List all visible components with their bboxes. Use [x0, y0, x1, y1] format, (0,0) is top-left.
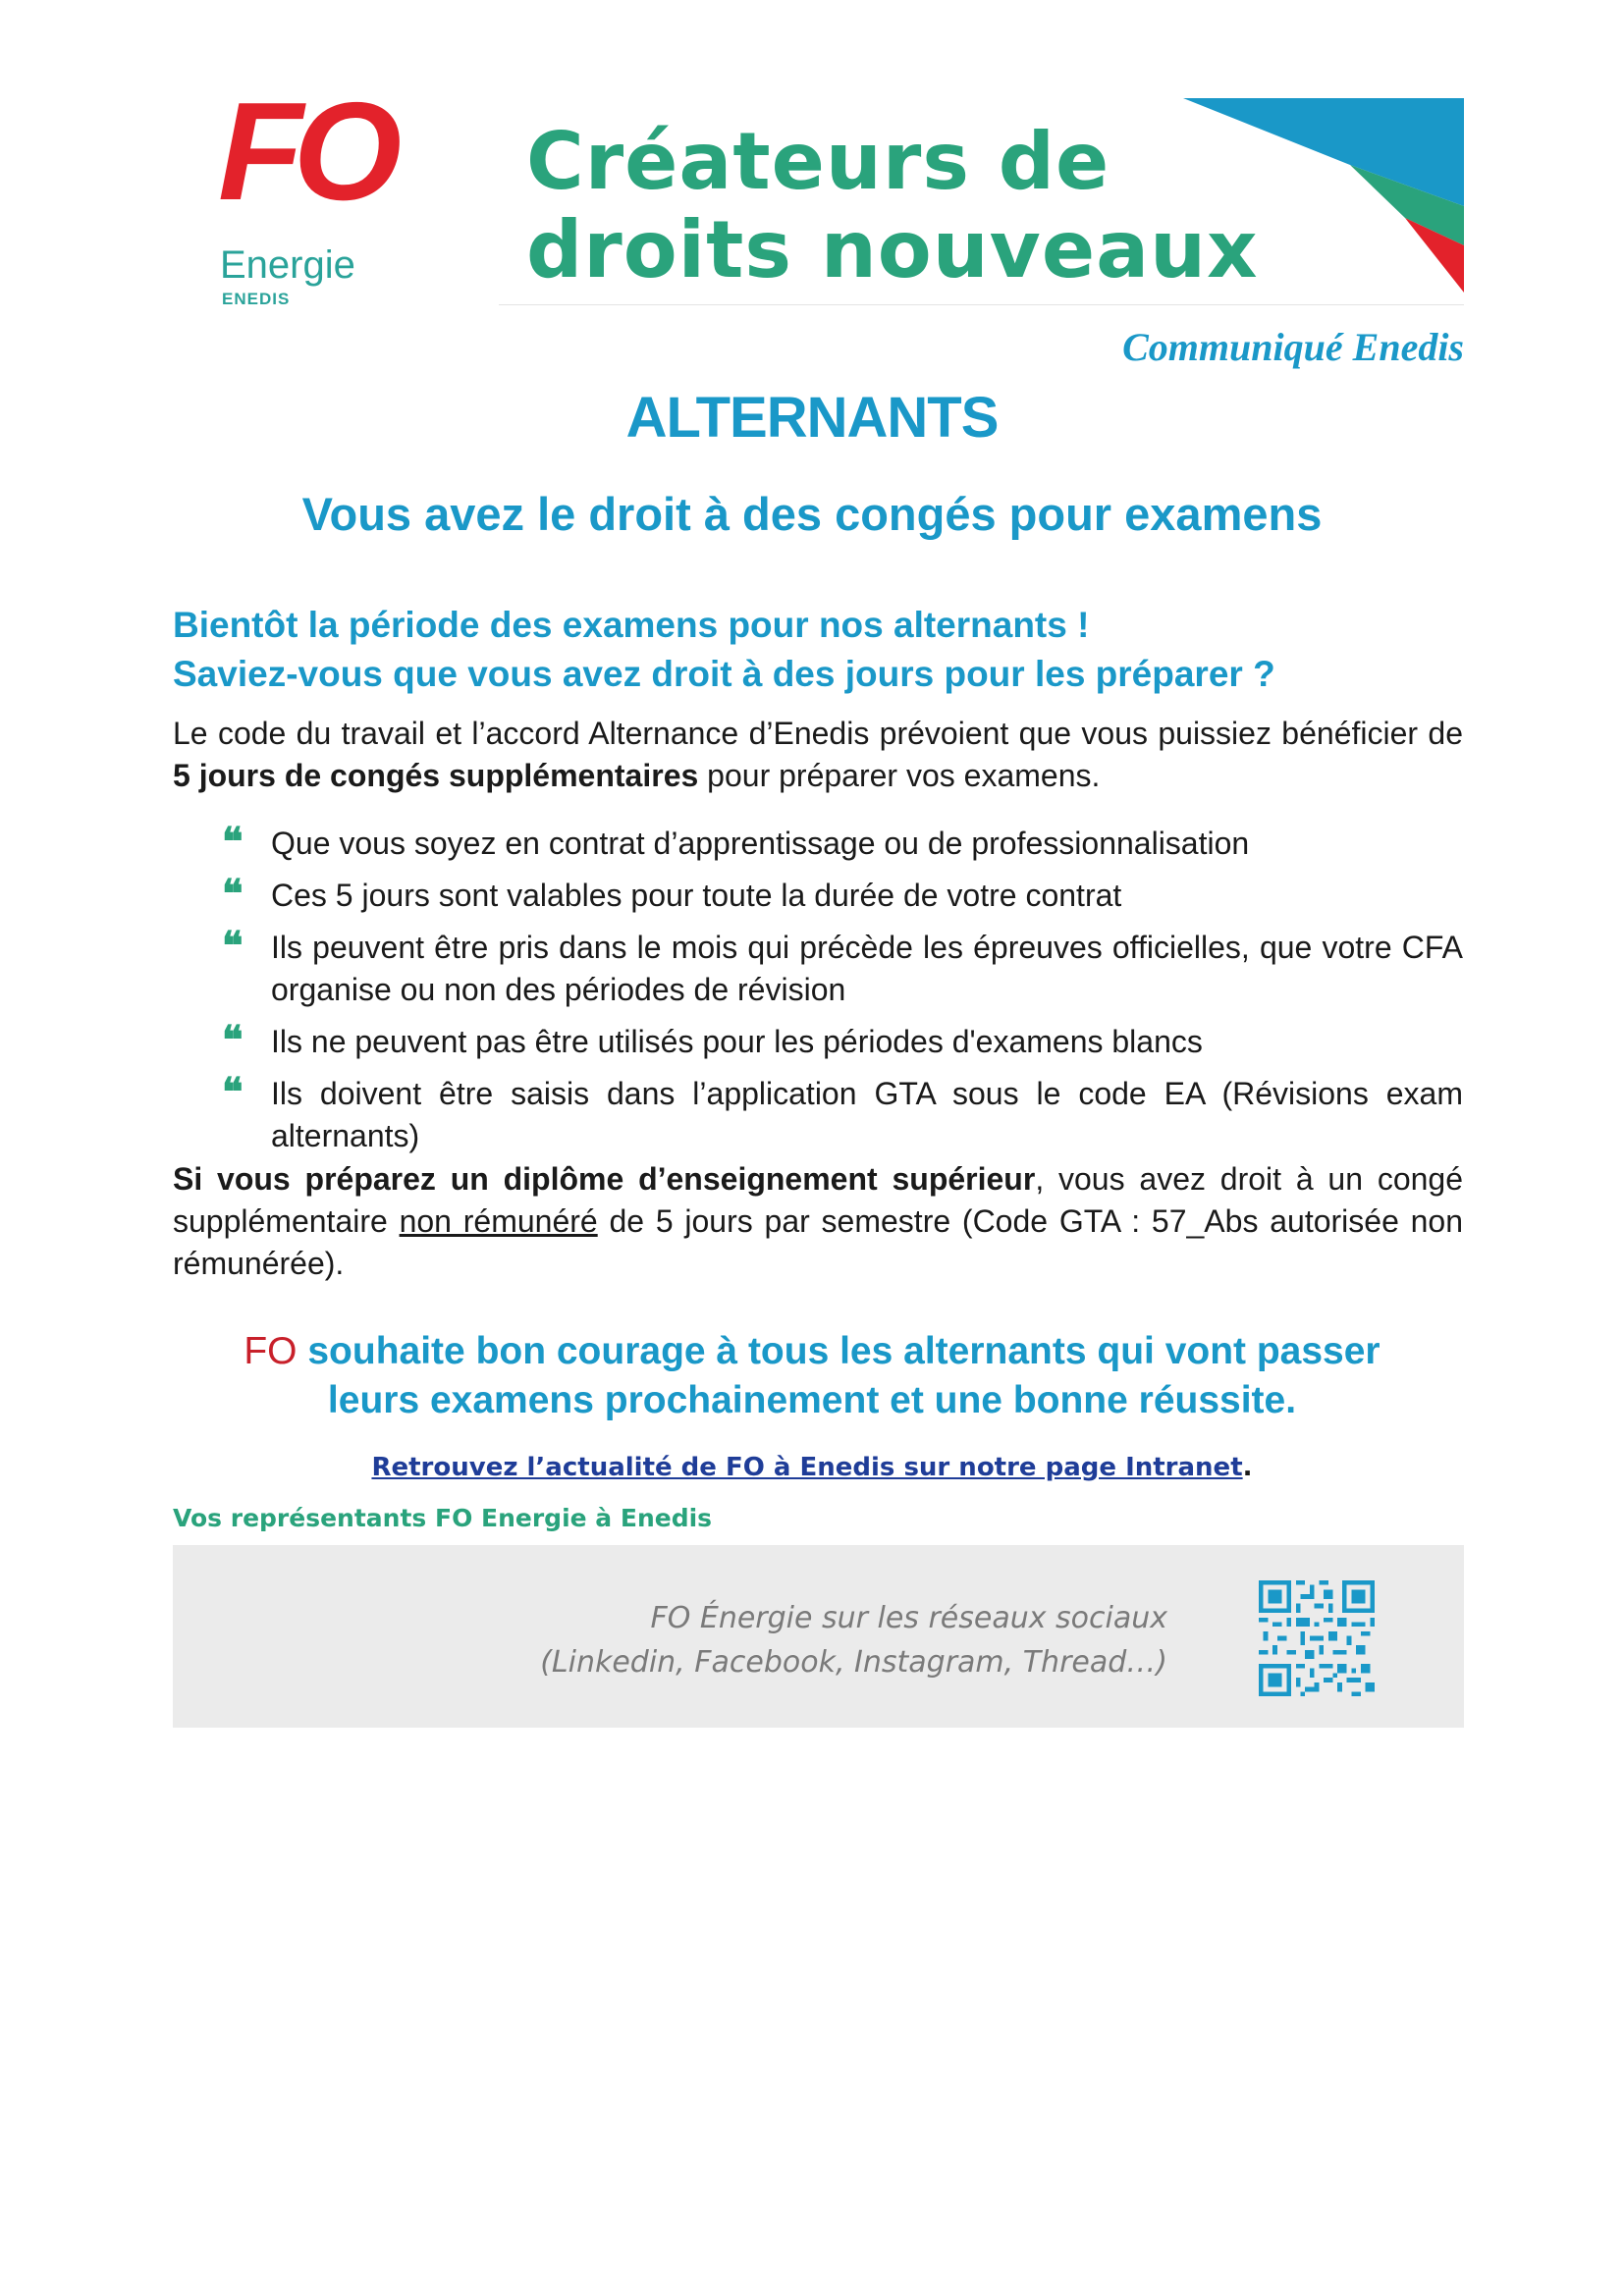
banner-title-line2: droits nouveaux — [526, 204, 1259, 295]
intro-text-start: Le code du travail et l’accord Alternance d’Enedis prévoient que vous puissiez bénéficier de — [173, 716, 1463, 751]
list-item — [222, 871, 1463, 917]
higher-education-end: de 5 jours par semestre (Code GTA : 57_Abs autorisée non rémunérée). — [173, 1203, 1464, 1281]
conditions-list — [222, 819, 1463, 1167]
closing-line2: leurs examens prochainement et une bonne réussite. — [327, 1379, 1297, 1421]
closing-line1 — [0, 1327, 1624, 1376]
closing-line1-text: souhaite bon courage à tous les alternants qui vont passer — [297, 1330, 1380, 1372]
banner-triangle-graphic — [1183, 98, 1464, 293]
intranet-link[interactable]: Retrouvez l’actualité de FO à Enedis sur notre page Intranet — [371, 1453, 1243, 1482]
list-item — [222, 1017, 1463, 1063]
logo-fo-text: FO — [218, 74, 393, 230]
quote-icon: ❝ — [222, 871, 244, 917]
qr-code-icon[interactable] — [1259, 1580, 1375, 1696]
intro-paragraph — [173, 713, 1463, 797]
higher-education-paragraph — [173, 1158, 1463, 1285]
list-item — [222, 923, 1463, 1011]
list-item-text: Que vous soyez en contrat d’apprentissage ou de professionnalisation — [271, 826, 1250, 861]
quote-icon: ❝ — [222, 819, 244, 865]
communique-label: Communiqué Enedis — [1122, 325, 1464, 369]
closing-message — [0, 1327, 1624, 1425]
higher-education-mid: , vous avez droit à un congé supplémentaire — [173, 1161, 1464, 1239]
intranet-period: . — [1242, 1453, 1253, 1482]
list-item-text: Ils peuvent être pris dans le mois qui précède les épreuves officielles, que votre CFA organise ou non des périodes de révision — [271, 930, 1463, 1007]
page-subtitle: Vous avez le droit à des congés pour examens — [301, 488, 1323, 540]
closing-fo: FO — [244, 1330, 298, 1372]
intranet-line — [0, 1453, 1624, 1482]
quote-icon: ❝ — [222, 923, 244, 969]
logo-energie-text: Energie — [220, 243, 355, 287]
representatives-label: Vos représentants FO Energie à Enedis — [173, 1504, 713, 1532]
social-line1: FO Énergie sur les réseaux sociaux — [650, 1601, 1167, 1635]
lead-text — [173, 601, 1469, 699]
page-title: ALTERNANTS — [625, 386, 999, 450]
list-item — [222, 1069, 1463, 1157]
header-divider — [499, 304, 1464, 305]
list-item-text: Ils ne peuvent pas être utilisés pour les périodes d'examens blancs — [271, 1024, 1203, 1059]
banner-title-line1: Créateurs de — [526, 116, 1110, 207]
quote-icon: ❝ — [222, 1017, 244, 1063]
social-text — [540, 1596, 1167, 1684]
fo-energie-logo — [218, 74, 395, 317]
list-item-text: Ils doivent être saisis dans l’application GTA sous le code EA (Révisions exam alternants) — [271, 1076, 1463, 1153]
quote-icon: ❝ — [222, 1069, 244, 1115]
list-item-text: Ces 5 jours sont valables pour toute la durée de votre contrat — [271, 878, 1122, 913]
lead-line2: Saviez-vous que vous avez droit à des jours pour les préparer ? — [173, 654, 1275, 694]
social-media-box — [173, 1545, 1464, 1728]
lead-line1: Bientôt la période des examens pour nos alternants ! — [173, 605, 1090, 645]
higher-education-bold: Si vous préparez un diplôme d’enseignement supérieur — [173, 1161, 1036, 1197]
social-line2: (Linkedin, Facebook, Instagram, Thread…) — [540, 1645, 1167, 1680]
list-item — [222, 819, 1463, 865]
intro-text-bold: 5 jours de congés supplémentaires — [173, 758, 699, 793]
intro-text-end: pour préparer vos examens. — [698, 758, 1101, 793]
logo-enedis-text: ENEDIS — [222, 290, 291, 308]
higher-education-underline: non rémunéré — [399, 1203, 598, 1239]
